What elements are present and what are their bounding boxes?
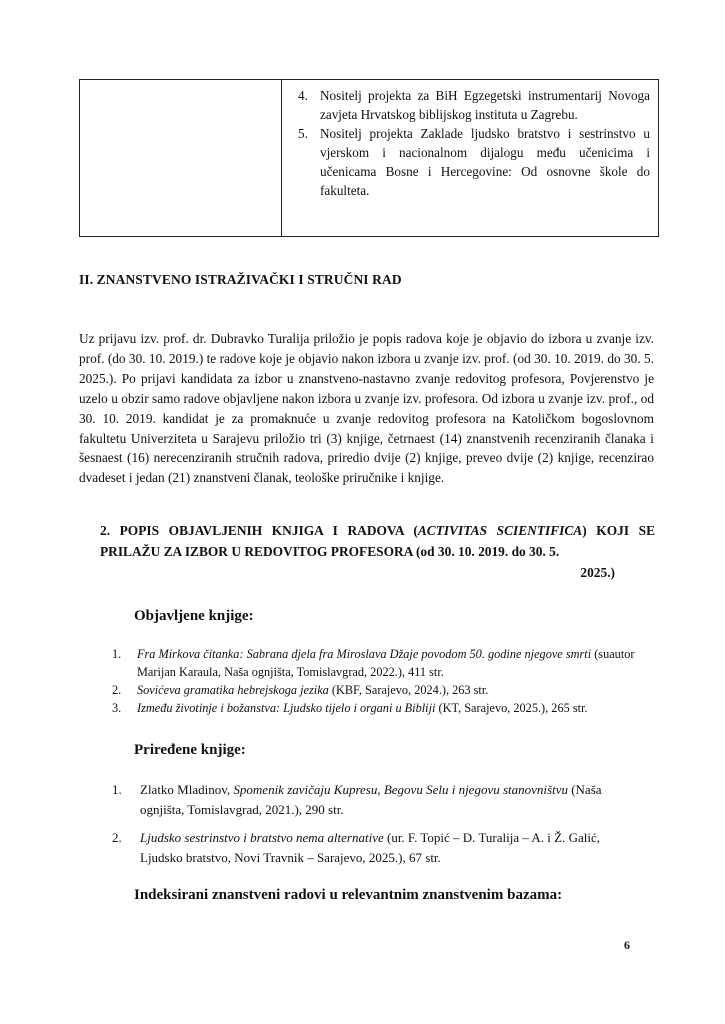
- list-item: 1. Fra Mirkova čitanka: Sabrana djela fra Miroslava Džaje povodom 50. godine njegove smrti (suautor Marijan Karaula, Naša ognjišta, Tomislavgrad, 2022.), 411 str.: [112, 647, 635, 679]
- list-item: 4. Nositelj projekta za BiH Egzegetski instrumentarij Novoga zavjeta Hrvatskog biblijskog instituta u Zagrebu.: [298, 88, 650, 122]
- edited-books-heading: Priređene knjige:: [134, 742, 246, 758]
- intro-paragraph: Uz prijavu izv. prof. dr. Dubravko Turalija priložio je popis radova koje je objavio do izbora u zvanje izv. prof. (do 30. 10. 2019.) te radove koje je objavio nakon izbora u zvanje izv. prof. (od 30. 10. 2019. do 30. 5. 2025.). Po prijavi kandidata za izbor u znanstveno-nastavno zvanje redovitog profesora, Povjerenstvo je uzelo u obzir samo radove objavljene nakon izbora u zvanje izv. profesora. Od izbora u zvanje izv. prof., od 30. 10. 2019. kandidat je za promaknuće u zvanje redovitog profesora na Katoličkom bogoslovnom fakultetu Univerziteta u Sarajevu priložio tri (3) knjige, četrnaest (14) znanstvenih recenziranih članaka i šesnaest (16) nerecenziranih stručnih radova, priredio dvije (2) knjige, preveo dvije (2) knjige, recenzirao dvadeset i jedan (21) znanstveni članak, teološke priručnike i knjige.: [79, 331, 654, 486]
- page-number: 6: [624, 938, 630, 952]
- list-item: 3. Između životinje i božanstva: Ljudsko tijelo i organi u Bibliji (KT, Sarajevo, 2025.), 265 str.: [112, 701, 588, 715]
- published-books-list: [112, 645, 657, 717]
- projects-list: [298, 86, 650, 200]
- indexed-papers-heading: Indeksirani znanstveni radovi u relevantnim znanstvenim bazama:: [134, 887, 563, 903]
- section-heading: II. ZNANSTVENO ISTRAŽIVAČKI I STRUČNI RAD: [79, 272, 402, 287]
- published-books-heading: Objavljene knjige:: [134, 608, 254, 624]
- table-column-divider: [281, 80, 282, 236]
- list-heading: 2. POPIS OBJAVLJENIH KNJIGA I RADOVA (ACTIVITAS SCIENTIFICA) KOJI SE PRILAŽU ZA IZBOR U REDOVITOG PROFESORA (od 30. 10. 2019. do 30. 5. 2025.): [100, 523, 656, 580]
- list-item: 2. Sovićeva gramatika hebrejskoga jezika (KBF, Sarajevo, 2024.), 263 str.: [112, 683, 489, 697]
- list-item: 2. Ljudsko sestrinstvo i bratstvo nema alternative (ur. F. Topić – D. Turalija – A. i Ž. Galić, Ljudsko bratstvo, Novi Travnik – Sarajevo, 2025.), 67 str.: [112, 830, 601, 865]
- projects-table: [79, 79, 659, 237]
- edited-books-list: [112, 780, 642, 876]
- list-item: 1. Zlatko Mladinov, Spomenik zavičaju Kupresu, Begovu Selu i njegovu stanovništvu (Naša ognjišta, Tomislavgrad, 2021.), 290 str.: [112, 782, 602, 817]
- list-item: 5. Nositelj projekta Zaklade ljudsko bratstvo i sestrinstvo u vjerskom i nacionalnom dijalogu među učenicima i učenicama Bosne i Hercegovine: Od osnovne škole do fakulteta.: [298, 126, 650, 198]
